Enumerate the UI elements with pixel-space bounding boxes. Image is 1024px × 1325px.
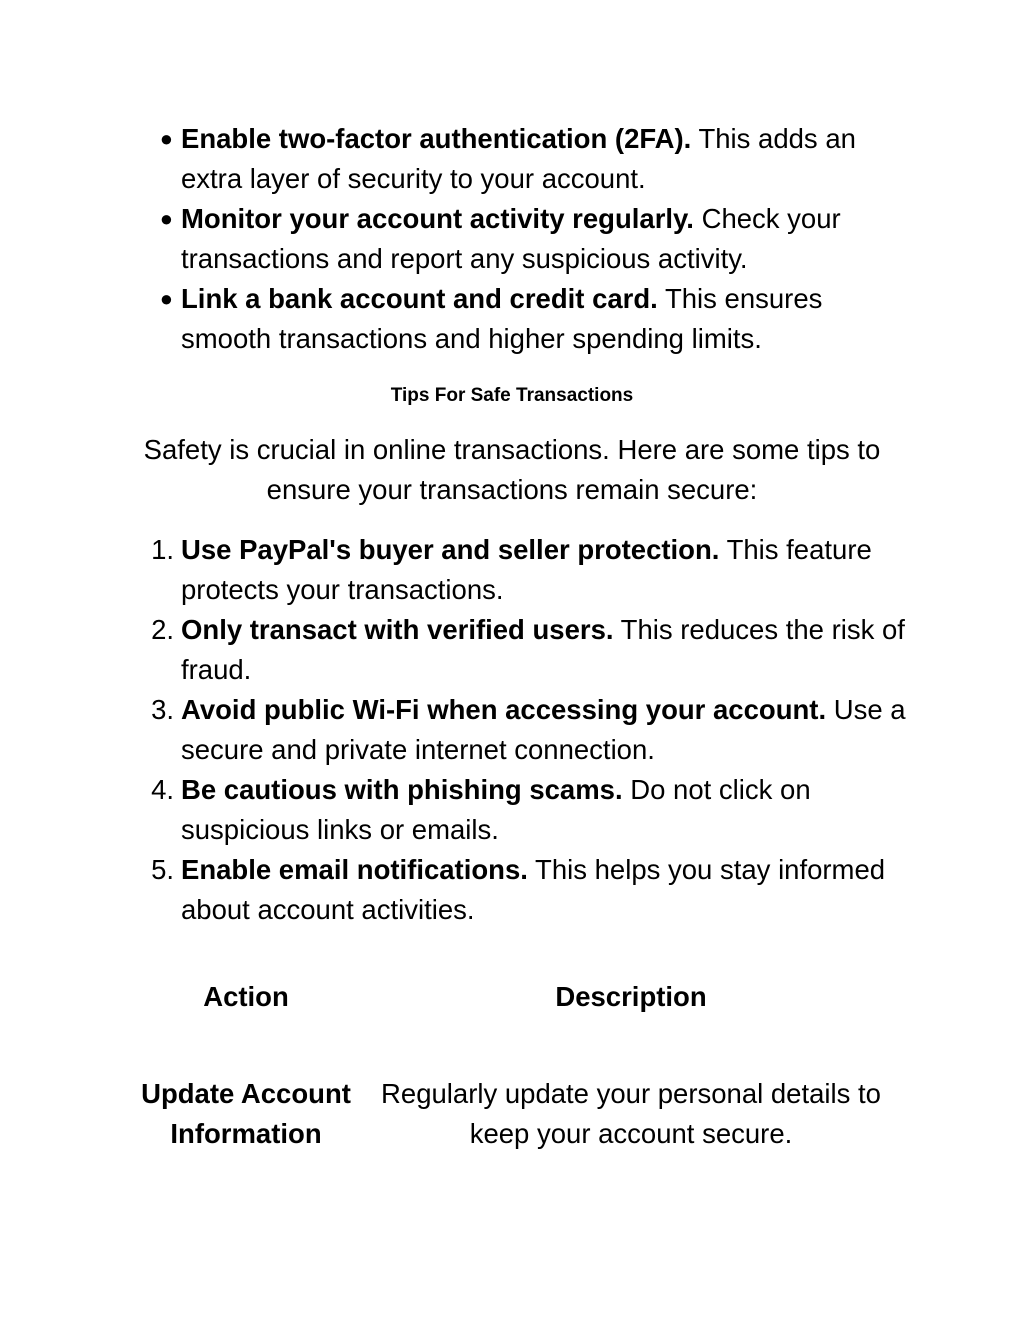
list-item — [0, 199, 916, 279]
list-item — [0, 850, 916, 930]
tips-numbered-list — [0, 530, 1024, 930]
list-item-bold: Enable two-factor authentication (2FA). — [181, 123, 692, 154]
number-marker: 4. — [151, 774, 174, 805]
table-cell-description: Regularly update your personal details to keep your account secure. — [381, 1078, 881, 1149]
list-item-text: Check your transactions and report any suspicious activity. — [181, 203, 841, 274]
bullet-marker: ● — [159, 126, 173, 151]
number-marker: 5. — [151, 854, 174, 885]
number-marker: 3. — [151, 694, 174, 725]
list-item-text: Do not click on suspicious links or emails. — [181, 774, 811, 845]
list-item — [0, 279, 916, 359]
list-item-text: This ensures smooth transactions and higher spending limits. — [181, 283, 823, 354]
number-marker: 1. — [151, 534, 174, 565]
list-item — [0, 119, 916, 199]
list-item-text: This feature protects your transactions. — [181, 534, 872, 605]
list-item-text: Use a secure and private internet connection. — [181, 694, 906, 765]
list-item — [0, 530, 916, 610]
number-marker: 2. — [151, 614, 174, 645]
list-item-bold: Be cautious with phishing scams. — [181, 774, 623, 805]
list-item-text: This adds an extra layer of security to your account. — [181, 123, 856, 194]
list-item — [0, 690, 916, 770]
table-cell-action: Update Account Information — [141, 1078, 351, 1149]
list-item-text: This reduces the risk of fraud. — [181, 614, 905, 685]
list-item-bold: Avoid public Wi-Fi when accessing your account. — [181, 694, 827, 725]
section-heading: Tips For Safe Transactions — [390, 385, 634, 406]
list-item-text: This helps you stay informed about account activities. — [181, 854, 886, 925]
list-item-bold: Enable email notifications. — [181, 854, 528, 885]
list-item — [0, 610, 916, 690]
list-item-bold: Link a bank account and credit card. — [181, 283, 658, 314]
list-item-bold: Only transact with verified users. — [181, 614, 614, 645]
list-item — [0, 770, 916, 850]
table-header-action: Action — [203, 981, 289, 1012]
bullet-marker: ● — [159, 286, 173, 311]
list-item-bold: Use PayPal's buyer and seller protection. — [181, 534, 720, 565]
intro-paragraph: Safety is crucial in online transactions. Here are some tips to ensure your transactions remain secure: — [143, 434, 881, 505]
security-bullet-list — [0, 119, 1024, 359]
list-item-bold: Monitor your account activity regularly. — [181, 203, 694, 234]
table-header-description: Description — [555, 981, 707, 1012]
bullet-marker: ● — [159, 206, 173, 231]
